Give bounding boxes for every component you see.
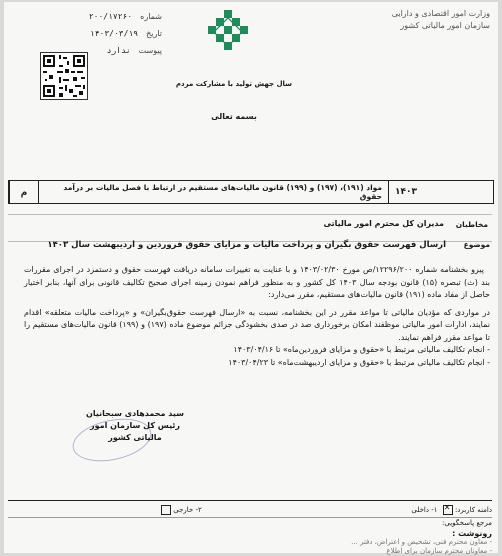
recipient-section bbox=[8, 214, 492, 242]
carbon-copy-section bbox=[8, 529, 492, 556]
subject-text: ارسال فهرست حقوق بگیران و پرداخت مالیات و مزایای حقوق فروردین و اردیبهشت سال ۱۴۰۳ bbox=[47, 240, 446, 250]
signer-name: سید محمدهادی سبحانیان bbox=[85, 409, 185, 418]
subject-box-number: م bbox=[9, 181, 38, 203]
ministry-name: وزارت امور اقتصادی و دارایی bbox=[391, 9, 490, 18]
letter-date: ۱۴۰۳/۰۳/۱۹ bbox=[89, 29, 139, 38]
attachment-value: ندارد bbox=[106, 46, 131, 55]
body-paragraph-2: در مواردی که مؤدیان مالیاتی تا مواعد مقرر در این بخشنامه، نسبت به «ارسال فهرست حقوق‌بگیران» و «پرداخت مالیات متعلقه» اقدام نمایند، ادارات امور مالیاتی موظفند امکان برخورداری صد در صدی بخشودگی جرائم موضوع ماده (۱۹۷) و (۱۹۹) قانون مالیات‌های مستقیم را تا مواعد مقرر فراهم نمایند. bbox=[24, 307, 490, 342]
subject-box-year: ۱۴۰۳ bbox=[388, 181, 423, 203]
letter-body bbox=[24, 264, 490, 369]
cc-title: رونوشت : bbox=[452, 529, 492, 538]
scope-external-label: ۲- خارجی bbox=[173, 506, 202, 514]
scope-external-checkbox[interactable] bbox=[161, 505, 171, 515]
circular-subject-box bbox=[8, 180, 494, 204]
scope-external-field bbox=[158, 505, 202, 515]
cc-line-1: - معاون محترم فنی، تشخیص و اعتراض، دفتر ... bbox=[351, 538, 492, 546]
qr-code-icon bbox=[40, 52, 88, 100]
cc-line-2: - معاونان محترم سازمان برای اطلاع bbox=[386, 547, 492, 555]
subject-box-blank bbox=[423, 181, 493, 203]
recipient-address: مدیران کل محترم امور مالیاتی bbox=[323, 219, 444, 228]
subject-label: موضوع bbox=[463, 240, 490, 249]
scope-field bbox=[411, 505, 492, 515]
subject-box-title: مواد (۱۹۱)، (۱۹۷) و (۱۹۹) قانون مالیات‌های مستقیم در ارتباط با فصل مالیات بر درآمد حقوق bbox=[38, 181, 388, 203]
organization-name bbox=[360, 8, 490, 32]
letter-number: ۲۰۰/۱۷۲۶۰ bbox=[88, 12, 133, 21]
body-paragraph-1: پیرو بخشنامه شماره ۱۲۲۹۶/۲۰۰/ص مورخ ۱۴۰۳/۰۲/۳۰ و با عنایت به تغییرات سامانه دریافت فهرست حقوق و دستمزد در اجرای مقررات بند (ث) تبصره (۱۵) قانون بودجه سال ۱۴۰۳ کل کشور و به منظور فراهم نمودن زمینه اجرای صحیح تکالیف قانونی برای آنها، بنابر اختیار حاصل از مفاد ماده (۱۹۱) قانون مالیات‌های مستقیم، مقرر می‌دارد: bbox=[24, 265, 491, 299]
date-label: تاریخ bbox=[146, 29, 162, 38]
signature-block bbox=[80, 408, 190, 444]
organization-title: سازمان امور مالیاتی کشور bbox=[400, 21, 490, 30]
number-label: شماره bbox=[140, 12, 162, 21]
scope-internal-checkbox[interactable] bbox=[443, 505, 453, 515]
recipient-label: مخاطبان bbox=[455, 220, 488, 229]
signer-title: رئیس کل سازمان امور مالیاتی کشور bbox=[90, 421, 180, 442]
year-slogan: سال جهش تولید با مشارکت مردم bbox=[175, 80, 293, 88]
attachment-label: پیوست bbox=[138, 46, 162, 55]
deadline-item-farvardin: - انجام تکالیف مالیاتی مرتبط با «حقوق و مزایای فروردین‌ماه» تا ۱۴۰۳/۰۴/۱۶ bbox=[233, 345, 490, 354]
scope-internal-label: ۱- داخلی bbox=[411, 506, 438, 514]
footer-table bbox=[8, 500, 492, 529]
deadline-item-ordibehesht: - انجام تکالیف مالیاتی مرتبط با «حقوق و مزایای اردیبهشت‌ماه» تا ۱۴۰۳/۰۴/۲۳ bbox=[228, 357, 490, 367]
tax-organization-logo-icon bbox=[204, 8, 252, 56]
scope-label: دامنه کاربرد: bbox=[454, 506, 492, 514]
basmala: بسمه تعالی bbox=[211, 112, 257, 121]
reply-reference-label: مرجع پاسخگویی: bbox=[442, 519, 492, 527]
letter-page bbox=[4, 2, 498, 553]
